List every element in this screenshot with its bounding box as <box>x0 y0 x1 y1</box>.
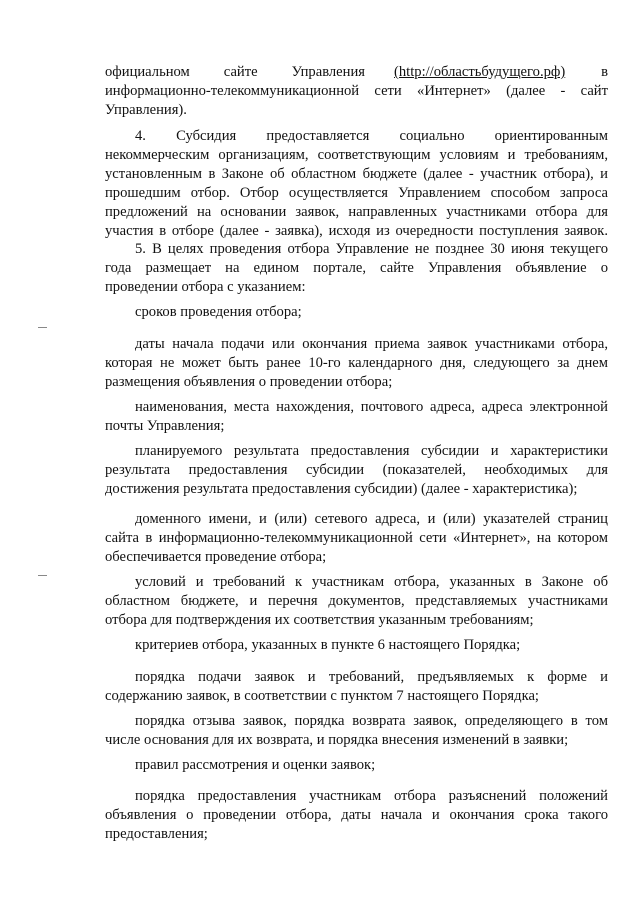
text-line: установленным в Законе об областном бюджете (далее - участник отбора), и <box>105 166 608 182</box>
paragraph-website <box>105 63 608 120</box>
text-line: Управления). <box>105 102 187 118</box>
text-line: сроков проведения отбора; <box>135 304 302 320</box>
text-line: 5. В целях проведения отбора Управление не позднее 30 июня текущего <box>135 241 608 257</box>
list-item-withdrawal <box>105 712 608 750</box>
website-link[interactable]: (http://областьбудущего.рф) <box>394 64 566 80</box>
text-line: прошедшим отбор. Отбор осуществляется Управлением способом запроса <box>105 185 608 201</box>
list-item-domain <box>105 510 608 567</box>
text-line: в <box>601 64 608 80</box>
text-line: результата предоставления субсидии (показателей, необходимых для <box>105 462 608 478</box>
text-line: областном бюджете, и перечня документов, представляемых участниками <box>105 593 608 609</box>
list-item-dates <box>105 335 608 392</box>
text-line: официальном сайте Управления <box>105 64 365 80</box>
text-line: порядка подачи заявок и требований, предъявляемых к форме и <box>135 669 608 685</box>
text-line: проведении отбора с указанием: <box>105 279 306 295</box>
text-line: содержанию заявок, в соответствии с пунктом 7 настоящего Порядка; <box>105 688 539 704</box>
margin-mark <box>38 575 47 576</box>
list-item-terms <box>105 303 608 322</box>
text-line: которая не может быть ранее 10-го календарного дня, следующего за днем <box>105 355 608 371</box>
text-line: почты Управления; <box>105 418 225 434</box>
list-item-submission <box>105 668 608 706</box>
text-line: информационно-телекоммуникационной сети «Интернет» (далее - сайт <box>105 83 608 99</box>
text-line: объявления о проведении отбора, даты начала и окончания срока такого <box>105 807 608 823</box>
text-line: года размещает на едином портале, сайте Управления объявление о <box>105 260 608 276</box>
text-line: предоставления; <box>105 826 208 842</box>
text-line: достижения результата предоставления субсидии) (далее - характеристика); <box>105 481 578 497</box>
text-line: критериев отбора, указанных в пункте 6 настоящего Порядка; <box>135 637 521 653</box>
text-line: порядка предоставления участникам отбора разъяснений положений <box>135 788 608 804</box>
text-line: планируемого результата предоставления субсидии и характеристики <box>135 443 608 459</box>
list-item-criteria <box>105 636 608 655</box>
text-line: некоммерческим организациям, соответствующим условиям и требованиям, <box>105 147 608 163</box>
text-line: числе основания для их возврата, и порядка внесения изменений в заявки; <box>105 732 569 748</box>
text-line: обеспечивается проведение отбора; <box>105 549 327 565</box>
text-line: сайта в информационно-телекоммуникационной сети «Интернет», на котором <box>105 530 608 546</box>
text-line: предложений на основании заявок, направленных участниками отбора для <box>105 204 608 220</box>
text-line: наименования, места нахождения, почтового адреса, адреса электронной <box>135 399 608 415</box>
text-line: условий и требований к участникам отбора, указанных в Законе об <box>135 574 608 590</box>
margin-mark <box>38 327 47 328</box>
paragraph-4 <box>105 127 608 241</box>
text-line: порядка отзыва заявок, порядка возврата заявок, определяющего в том <box>135 713 608 729</box>
text-line: даты начала подачи или окончания приема заявок участниками отбора, <box>135 336 608 352</box>
text-line: отбора для подтверждения их соответствия указанным требованиям; <box>105 612 534 628</box>
text-line: размещения объявления о проведении отбора; <box>105 374 393 390</box>
text-line: доменного имени, и (или) сетевого адреса, и (или) указателей страниц <box>135 511 608 527</box>
list-item-clarifications <box>105 787 608 844</box>
text-line: участия в отборе (далее - заявка), исходя из очередности поступления заявок. <box>105 223 608 239</box>
paragraph-5 <box>105 240 608 297</box>
text-line: правил рассмотрения и оценки заявок; <box>135 757 376 773</box>
list-item-contacts <box>105 398 608 436</box>
list-item-review-rules <box>105 756 608 775</box>
list-item-result <box>105 442 608 499</box>
text-line: 4. Субсидия предоставляется социально ориентированным <box>135 128 608 144</box>
list-item-requirements <box>105 573 608 630</box>
